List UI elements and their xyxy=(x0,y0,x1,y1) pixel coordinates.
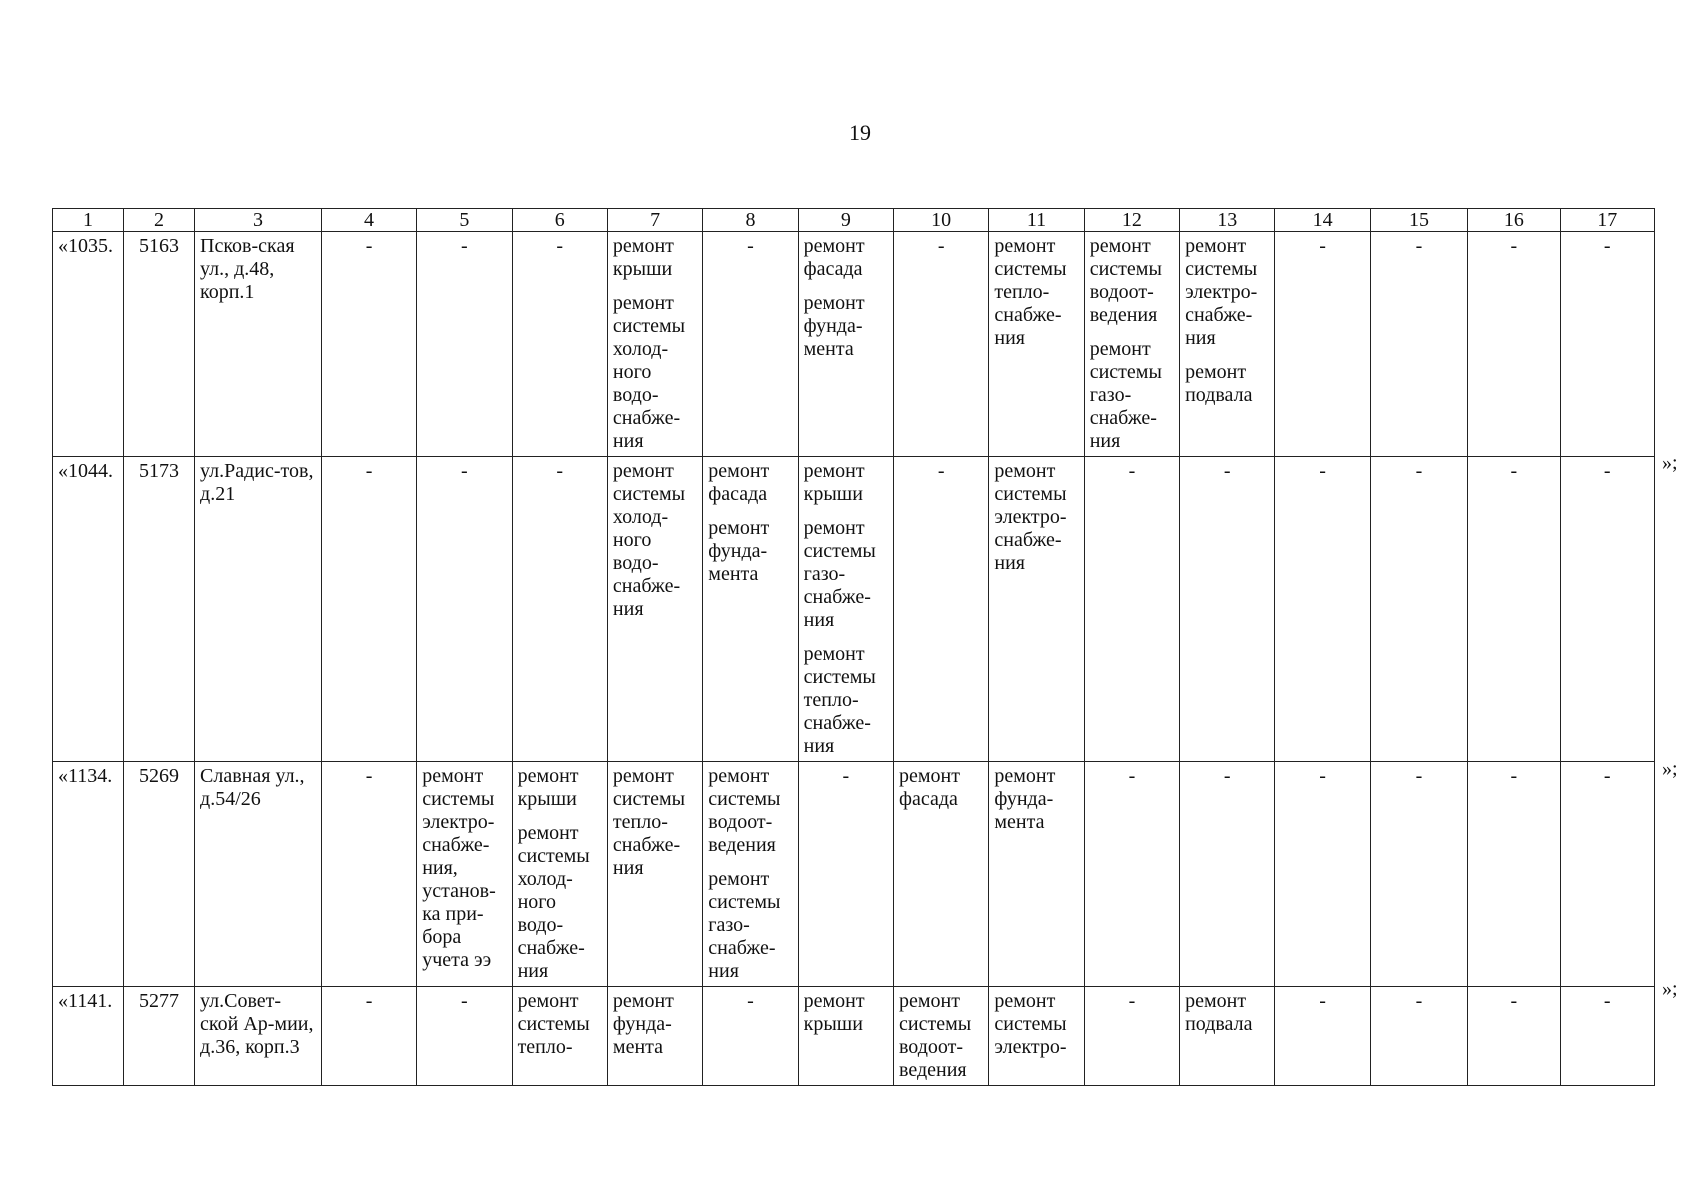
table-row xyxy=(53,762,1655,987)
empty-work-cell xyxy=(1370,762,1467,987)
work-item: ремонт фасада xyxy=(899,765,960,810)
empty-work-cell xyxy=(1370,232,1467,457)
column-number-15: 15 xyxy=(1370,209,1467,232)
dash-mark: - xyxy=(1510,460,1518,482)
column-number-row xyxy=(53,209,1655,232)
dash-mark: - xyxy=(365,235,373,257)
empty-work-cell xyxy=(1370,987,1467,1086)
dash-mark: - xyxy=(1223,765,1231,787)
empty-work-cell xyxy=(894,457,989,762)
work-cell xyxy=(703,762,798,987)
work-cell xyxy=(607,987,702,1086)
empty-work-cell xyxy=(1468,762,1560,987)
dash-mark: - xyxy=(1510,235,1518,257)
work-item: ремонт крыши xyxy=(612,235,674,280)
column-number-2: 2 xyxy=(124,209,195,232)
row-end-mark: »; xyxy=(1662,452,1678,474)
dash-mark: - xyxy=(1603,460,1611,482)
empty-work-cell xyxy=(1180,457,1275,762)
address-cell: ул.Радис-тов, д.21 xyxy=(195,457,322,762)
dash-mark: - xyxy=(556,235,564,257)
dash-mark: - xyxy=(1223,460,1231,482)
dash-mark: - xyxy=(1415,460,1423,482)
work-item: ремонт системы холод-ного водо-снабже-ния xyxy=(612,460,686,620)
dash-mark: - xyxy=(747,235,754,257)
dash-mark: - xyxy=(937,460,945,482)
dash-mark: - xyxy=(1319,235,1326,257)
dash-mark: - xyxy=(365,990,373,1012)
empty-work-cell xyxy=(417,987,512,1086)
dash-mark: - xyxy=(1415,990,1423,1012)
dash-mark: - xyxy=(1603,990,1611,1012)
column-number-3: 3 xyxy=(195,209,322,232)
work-item: ремонт системы электро- xyxy=(994,990,1067,1058)
empty-work-cell xyxy=(321,762,416,987)
empty-work-cell xyxy=(1560,457,1655,762)
dash-mark: - xyxy=(1510,990,1518,1012)
empty-work-cell xyxy=(1180,762,1275,987)
page-number: 19 xyxy=(849,120,871,145)
dash-mark: - xyxy=(365,460,373,482)
column-number-14: 14 xyxy=(1275,209,1370,232)
column-number-13: 13 xyxy=(1180,209,1275,232)
empty-work-cell xyxy=(417,232,512,457)
empty-work-cell xyxy=(1275,457,1370,762)
work-cell xyxy=(989,987,1084,1086)
work-cell xyxy=(607,232,702,457)
row-number-cell: «1035. xyxy=(53,232,124,457)
column-number-7: 7 xyxy=(607,209,702,232)
empty-work-cell xyxy=(1084,762,1179,987)
dash-mark: - xyxy=(842,765,850,787)
work-item: ремонт системы тепло-снабже-ния xyxy=(994,235,1067,349)
row-number-cell: «1044. xyxy=(53,457,124,762)
column-number-9: 9 xyxy=(798,209,893,232)
empty-work-cell xyxy=(1468,457,1560,762)
work-item: ремонт системы газо-снабже-ния xyxy=(708,868,781,982)
work-item: ремонт подвала xyxy=(1185,990,1253,1035)
dash-mark: - xyxy=(1603,235,1611,257)
empty-work-cell xyxy=(1370,457,1467,762)
work-item: ремонт системы газо-снабже-ния xyxy=(803,517,876,631)
dash-mark: - xyxy=(1319,990,1326,1012)
work-item: ремонт фунда-мента xyxy=(994,765,1056,833)
empty-work-cell xyxy=(1084,457,1179,762)
dash-mark: - xyxy=(1319,460,1326,482)
empty-work-cell xyxy=(1560,987,1655,1086)
work-item: ремонт подвала xyxy=(1185,361,1253,406)
work-item: ремонт системы газо-снабже-ния xyxy=(1089,338,1162,452)
column-number-17: 17 xyxy=(1560,209,1655,232)
work-cell xyxy=(1180,232,1275,457)
work-cell xyxy=(798,457,893,762)
table-row xyxy=(53,232,1655,457)
work-cell xyxy=(989,762,1084,987)
dash-mark: - xyxy=(747,990,754,1012)
work-item: ремонт системы водоот-ведения xyxy=(708,765,781,856)
dash-mark: - xyxy=(1128,765,1136,787)
work-item: ремонт крыши xyxy=(803,990,865,1035)
dash-mark: - xyxy=(461,990,468,1012)
work-item: ремонт системы тепло-снабже-ния xyxy=(803,643,876,757)
dash-mark: - xyxy=(1603,765,1611,787)
table-row xyxy=(53,987,1655,1086)
empty-work-cell xyxy=(1275,232,1370,457)
empty-work-cell xyxy=(321,457,416,762)
column-number-6: 6 xyxy=(512,209,607,232)
empty-work-cell xyxy=(321,232,416,457)
empty-work-cell xyxy=(417,457,512,762)
building-code-cell: 5163 xyxy=(124,232,195,457)
building-code-cell: 5269 xyxy=(124,762,195,987)
empty-work-cell xyxy=(1468,232,1560,457)
work-item: ремонт системы тепло-снабже-ния xyxy=(612,765,686,879)
dash-mark: - xyxy=(1319,765,1326,787)
work-item: ремонт крыши xyxy=(517,765,579,810)
work-cell xyxy=(417,762,512,987)
empty-work-cell xyxy=(512,232,607,457)
empty-work-cell xyxy=(1275,762,1370,987)
dash-mark: - xyxy=(1510,765,1518,787)
dash-mark: - xyxy=(461,235,468,257)
row-end-mark: »; xyxy=(1662,758,1678,780)
work-cell xyxy=(1180,987,1275,1086)
work-cell xyxy=(512,987,607,1086)
work-item: ремонт системы тепло- xyxy=(517,990,590,1058)
work-item: ремонт системы водоот-ведения xyxy=(1089,235,1162,326)
dash-mark: - xyxy=(556,460,564,482)
empty-work-cell xyxy=(321,987,416,1086)
dash-mark: - xyxy=(1415,235,1423,257)
work-item: ремонт фунда-мента xyxy=(708,517,770,585)
repair-schedule-table xyxy=(52,208,1655,1086)
work-item: ремонт системы электро-снабже-ния xyxy=(994,460,1067,574)
row-end-mark: »; xyxy=(1662,978,1678,1000)
dash-mark: - xyxy=(1128,990,1136,1012)
work-cell xyxy=(894,762,989,987)
column-number-5: 5 xyxy=(417,209,512,232)
row-number-cell: «1141. xyxy=(53,987,124,1086)
work-item: ремонт фунда-мента xyxy=(803,292,865,360)
empty-work-cell xyxy=(1084,987,1179,1086)
dash-mark: - xyxy=(1415,765,1423,787)
column-number-11: 11 xyxy=(989,209,1084,232)
work-cell xyxy=(703,457,798,762)
work-item: ремонт системы электро-снабже-ния, установ-ка при-бора учета ээ xyxy=(422,765,496,971)
dash-mark: - xyxy=(1128,460,1136,482)
work-item: ремонт системы холод-ного водо-снабже-ния xyxy=(612,292,686,452)
work-cell xyxy=(512,762,607,987)
address-cell: Псков-ская ул., д.48, корп.1 xyxy=(195,232,322,457)
dash-mark: - xyxy=(937,235,945,257)
empty-work-cell xyxy=(512,457,607,762)
work-cell xyxy=(989,457,1084,762)
dash-mark: - xyxy=(365,765,373,787)
empty-work-cell xyxy=(798,762,893,987)
work-item: ремонт фунда-мента xyxy=(612,990,674,1058)
empty-work-cell xyxy=(1560,232,1655,457)
work-item: ремонт крыши xyxy=(803,460,865,505)
row-number-cell: «1134. xyxy=(53,762,124,987)
work-cell xyxy=(1084,232,1179,457)
work-cell xyxy=(607,762,702,987)
work-item: ремонт фасада xyxy=(803,235,865,280)
work-cell xyxy=(798,232,893,457)
work-item: ремонт системы электро-снабже-ния xyxy=(1185,235,1258,349)
column-number-8: 8 xyxy=(703,209,798,232)
empty-work-cell xyxy=(894,232,989,457)
building-code-cell: 5277 xyxy=(124,987,195,1086)
address-cell: ул.Совет-ской Ар-мии, д.36, корп.3 xyxy=(195,987,322,1086)
column-number-10: 10 xyxy=(894,209,989,232)
work-item: ремонт системы водоот-ведения xyxy=(899,990,972,1081)
empty-work-cell xyxy=(1560,762,1655,987)
dash-mark: - xyxy=(461,460,468,482)
building-code-cell: 5173 xyxy=(124,457,195,762)
work-item: ремонт системы холод-ного водо-снабже-ния xyxy=(517,822,590,982)
work-cell xyxy=(989,232,1084,457)
empty-work-cell xyxy=(703,987,798,1086)
work-cell xyxy=(894,987,989,1086)
column-number-1: 1 xyxy=(53,209,124,232)
empty-work-cell xyxy=(1275,987,1370,1086)
empty-work-cell xyxy=(1468,987,1560,1086)
empty-work-cell xyxy=(703,232,798,457)
work-cell xyxy=(798,987,893,1086)
column-number-4: 4 xyxy=(321,209,416,232)
table-row xyxy=(53,457,1655,762)
work-item: ремонт фасада xyxy=(708,460,770,505)
column-number-12: 12 xyxy=(1084,209,1179,232)
work-cell xyxy=(607,457,702,762)
address-cell: Славная ул., д.54/26 xyxy=(195,762,322,987)
column-number-16: 16 xyxy=(1468,209,1560,232)
